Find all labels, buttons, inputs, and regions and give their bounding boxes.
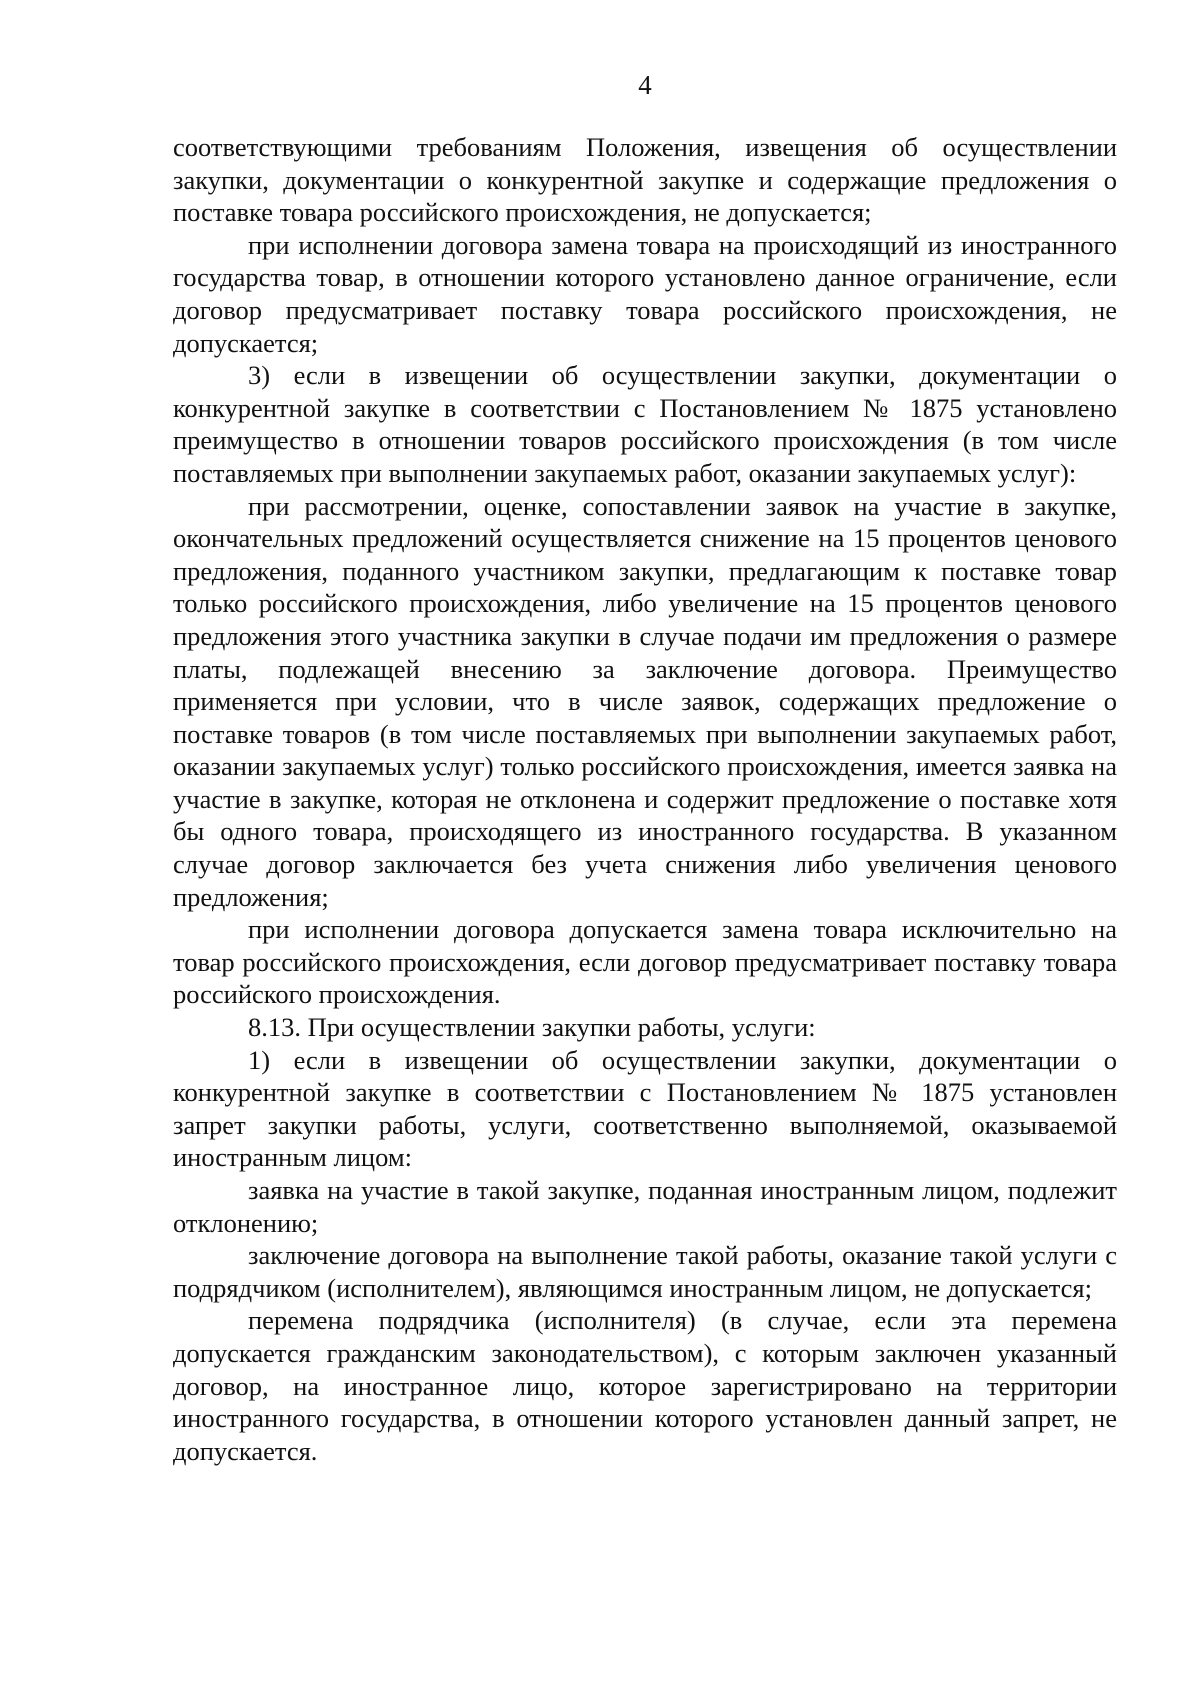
paragraph-item-1: 1) если в извещении об осуществлении закупки, документации о конкурентной закупке в соответствии с Постановлением № 1875 установлен запрет закупки работы, услуги, соответственно выполняемой, оказываемой иностранным лицом: (173, 1044, 1117, 1173)
paragraph-item-3: 3) если в извещении об осуществлении закупки, документации о конкурентной закупке в соответствии с Постановлением № 1875 установлено преимущество в отношении товаров российского происхождения (в том числе поставляемых при выполнении закупаемых работ, оказании закупаемых услуг): (173, 360, 1117, 488)
paragraph: заявка на участие в такой закупке, поданная иностранным лицом, подлежит отклонению; (173, 1175, 1117, 1238)
paragraph: при исполнении договора допускается замена товара исключительно на товар российского происхождения, если договор предусматривает поставку товара российского происхождения. (173, 914, 1117, 1010)
section-heading-8-13: 8.13. При осуществлении закупки работы, услуги: (248, 1012, 816, 1043)
paragraph-continuation: соответствующими требованиям Положения, извещения об осуществлении закупки, документации о конкурентной закупке и содержащие предложения о поставке товара российского происхождения, не допускается; (173, 132, 1117, 228)
paragraph: заключение договора на выполнение такой работы, оказание такой услуги с подрядчиком (исполнителем), являющимся иностранным лицом, не допускается; (173, 1240, 1117, 1303)
paragraph: при исполнении договора замена товара на происходящий из иностранного государства товар, в отношении которого установлено данное ограничение, если договор предусматривает поставку товара российского происхождения, не допускается; (173, 229, 1117, 358)
page-number: 4 (638, 70, 652, 100)
paragraph: при рассмотрении, оценке, сопоставлении заявок на участие в закупке, окончательных предложений осуществляется снижение на 15 процентов ценового предложения, поданного участником закупки, предлагающим к поставке товар только российского происхождения, либо увеличение на 15 процентов ценового предложения этого участника закупки в случае подачи им предложения о размере платы, подлежащей внесению за заключение договора. Преимущество применяется при условии, что в числе заявок, содержащих предложение о поставке товаров (в том числе поставляемых при выполнении закупаемых работ, оказании закупаемых услуг) только российского происхождения, имеется заявка на участие в закупке, которая не отклонена и содержит предложение о поставке хотя бы одного товара, происходящего из иностранного государства. В указанном случае договор заключается без учета снижения либо увеличения ценового предложения; (173, 490, 1117, 912)
document-body (173, 131, 1117, 1467)
paragraph: перемена подрядчика (исполнителя) (в случае, если эта перемена допускается гражданским законодательством), с которым заключен указанный договор, на иностранное лицо, которое зарегистрировано на территории иностранного государства, в отношении которого установлен данный запрет, не допускается. (173, 1305, 1117, 1466)
